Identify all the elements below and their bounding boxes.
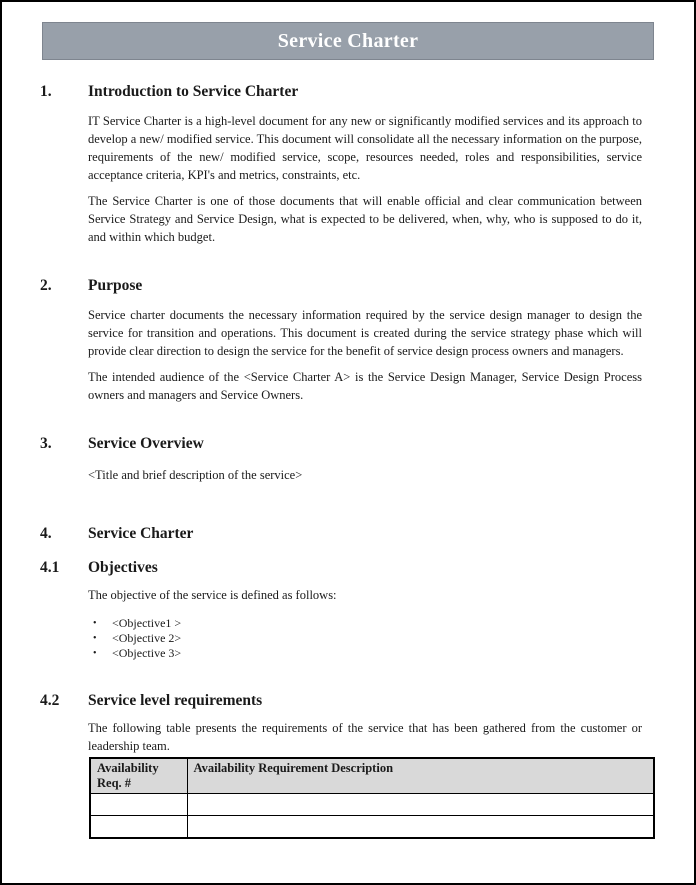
table-cell — [187, 816, 654, 838]
paragraph: The intended audience of the <Service Charter A> is the Service Design Manager, Service Design Process owners and managers and Service Owners. — [88, 370, 642, 402]
section-heading — [40, 276, 642, 296]
list-item — [93, 646, 642, 661]
section-heading — [40, 691, 642, 711]
table-cell — [187, 794, 654, 816]
paragraph: Service charter documents the necessary information required by the service design manager to design the service for transition and operations. This document is created during the service strategy phase which will provide clear direction to design the service for the benefit of service design process owners and managers. — [88, 308, 642, 358]
section-heading — [40, 558, 642, 578]
heading-number: 3. — [40, 435, 52, 452]
heading-text: Objectives — [88, 559, 158, 576]
heading-number: 4.2 — [40, 692, 60, 709]
list-item-text: <Objective 3> — [112, 646, 182, 660]
list-item — [93, 616, 642, 631]
heading-text: Service level requirements — [88, 692, 263, 709]
section-service-charter — [2, 524, 694, 544]
heading-number: 4. — [40, 525, 52, 542]
service-description-placeholder: <Title and brief description of the service> — [88, 468, 303, 482]
list-item-text: <Objective 2> — [112, 631, 182, 645]
table-header-row — [90, 758, 654, 794]
table-row — [90, 794, 654, 816]
paragraph: IT Service Charter is a high-level document for any new or significantly modified services and its approach to develop a new/ modified service. This document will consolidate all the necessary information on the purpose, requirements of the new/ modified service, scope, resources needed, roles and responsibilities, service acceptance criteria, KPI's and metrics, constraints, etc. — [88, 114, 642, 182]
heading-text: Purpose — [88, 277, 143, 294]
section-introduction — [2, 82, 694, 246]
section-heading — [40, 82, 642, 102]
column-header-requirement-description: Availability Requirement Description — [187, 758, 654, 794]
section-heading — [40, 524, 642, 544]
title-banner — [42, 22, 654, 60]
section-service-overview — [2, 434, 694, 484]
heading-text: Service Charter — [88, 525, 194, 542]
table-row — [90, 816, 654, 838]
list-item — [93, 631, 642, 646]
heading-text: Service Overview — [88, 435, 204, 452]
paragraph: The Service Charter is one of those documents that will enable official and clear communication between Service Strategy and Service Design, what is expected to be delivered, when, why, who is supposed to do it, and within which budget. — [88, 194, 642, 244]
document-title: Service Charter — [277, 29, 419, 52]
heading-number: 1. — [40, 83, 52, 100]
list-item-text: <Objective1 > — [112, 616, 182, 630]
section-objectives — [2, 558, 694, 661]
heading-number: 2. — [40, 277, 52, 294]
paragraph: The following table presents the requirements of the service that has been gathered from the customer or leadership team. — [88, 721, 642, 753]
paragraph: The objective of the service is defined as follows: — [88, 588, 337, 602]
bullet-icon: • — [93, 648, 97, 659]
section-purpose — [2, 276, 694, 404]
bullet-icon: • — [93, 618, 97, 629]
heading-text: Introduction to Service Charter — [88, 83, 299, 100]
section-service-level-requirements — [2, 691, 694, 839]
section-heading — [40, 434, 642, 454]
table-cell — [90, 816, 187, 838]
availability-requirements-table — [89, 757, 655, 839]
objectives-list — [93, 616, 642, 661]
table-cell — [90, 794, 187, 816]
column-header-availability-req: Availability Req. # — [90, 758, 187, 794]
heading-number: 4.1 — [40, 559, 60, 576]
bullet-icon: • — [93, 633, 97, 644]
